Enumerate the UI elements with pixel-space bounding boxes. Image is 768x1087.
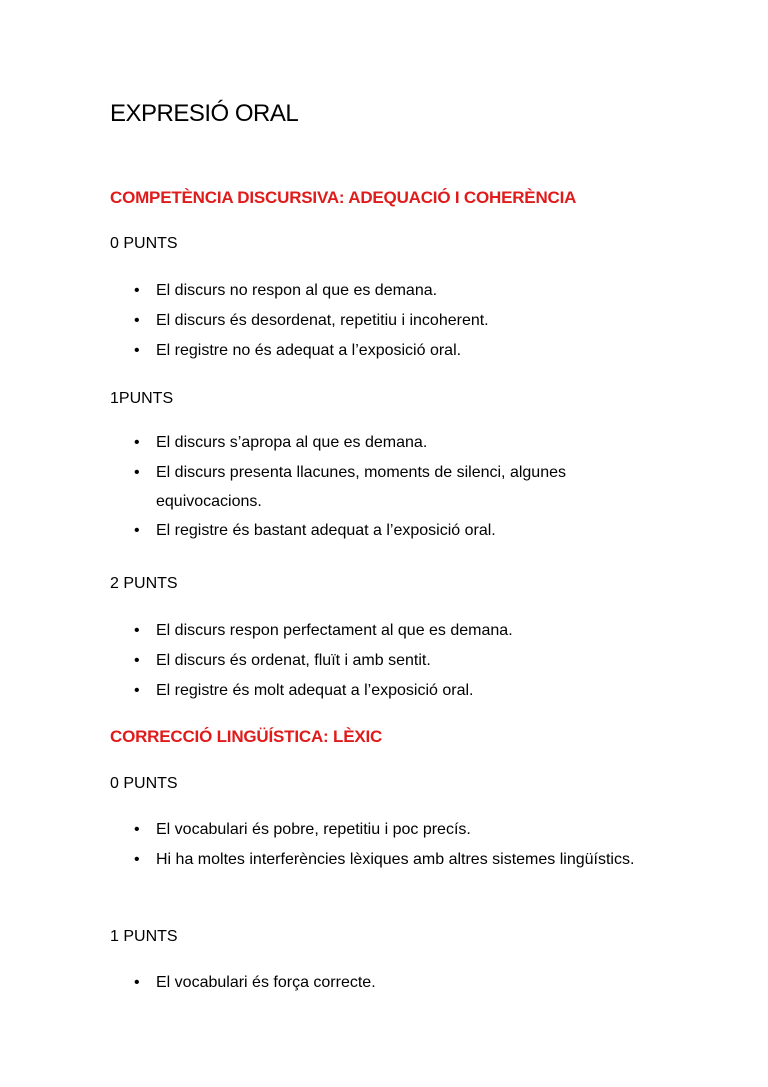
level-label: 2 PUNTS (110, 575, 178, 592)
bullet-icon: • (134, 622, 140, 639)
bullet-icon: • (134, 974, 140, 991)
criterion-text: El registre és molt adequat a l’exposició oral. (156, 682, 474, 699)
criteria-list (134, 620, 694, 710)
criterion-text: El discurs presenta llacunes, moments de silenci, algunes equivocacions. (156, 464, 566, 510)
section-heading-discursiva: COMPETÈNCIA DISCURSIVA: ADEQUACIÓ I COHERÈNCIA (110, 188, 577, 207)
criterion-text: El discurs respon perfectament al que es demana. (156, 622, 513, 639)
criteria-list (134, 280, 694, 370)
list-item (134, 819, 694, 841)
section-heading-lexic: CORRECCIÓ LINGÜÍSTICA: LÈXIC (110, 727, 383, 746)
list-item (134, 432, 694, 454)
criterion-text: El registre és bastant adequat a l’exposició oral. (156, 522, 496, 539)
criterion-text: El vocabulari és pobre, repetitiu i poc precís. (156, 821, 471, 838)
bullet-icon: • (134, 522, 140, 539)
level-label: 1PUNTS (110, 390, 174, 407)
level-label: 0 PUNTS (110, 235, 178, 252)
list-item (134, 680, 694, 702)
criteria-list (134, 432, 694, 550)
bullet-icon: • (134, 282, 140, 299)
criterion-text: El discurs s’apropa al que es demana. (156, 434, 428, 451)
list-item (134, 620, 694, 642)
bullet-icon: • (134, 821, 140, 838)
bullet-icon: • (134, 464, 140, 481)
level-label: 1 PUNTS (110, 928, 178, 945)
list-item (134, 972, 694, 994)
list-item (134, 845, 676, 874)
page-title: EXPRESIÓ ORAL (110, 100, 299, 127)
criterion-text: El discurs no respon al que es demana. (156, 282, 438, 299)
bullet-icon: • (134, 342, 140, 359)
list-item (134, 340, 694, 362)
list-item (134, 520, 694, 542)
list-item (134, 280, 694, 302)
list-item (134, 458, 596, 516)
criterion-text: El vocabulari és força correcte. (156, 974, 376, 991)
criterion-text: El discurs és desordenat, repetitiu i incoherent. (156, 312, 489, 329)
criterion-text: Hi ha moltes interferències lèxiques amb altres sistemes lingüístics. (156, 851, 635, 868)
bullet-icon: • (134, 434, 140, 451)
criteria-list (134, 972, 694, 1002)
bullet-icon: • (134, 851, 140, 868)
list-item (134, 650, 694, 672)
bullet-icon: • (134, 312, 140, 329)
criteria-list (134, 819, 694, 878)
criterion-text: El discurs és ordenat, fluït i amb sentit. (156, 652, 431, 669)
level-label: 0 PUNTS (110, 775, 178, 792)
bullet-icon: • (134, 652, 140, 669)
criterion-text: El registre no és adequat a l’exposició oral. (156, 342, 462, 359)
bullet-icon: • (134, 682, 140, 699)
list-item (134, 310, 694, 332)
